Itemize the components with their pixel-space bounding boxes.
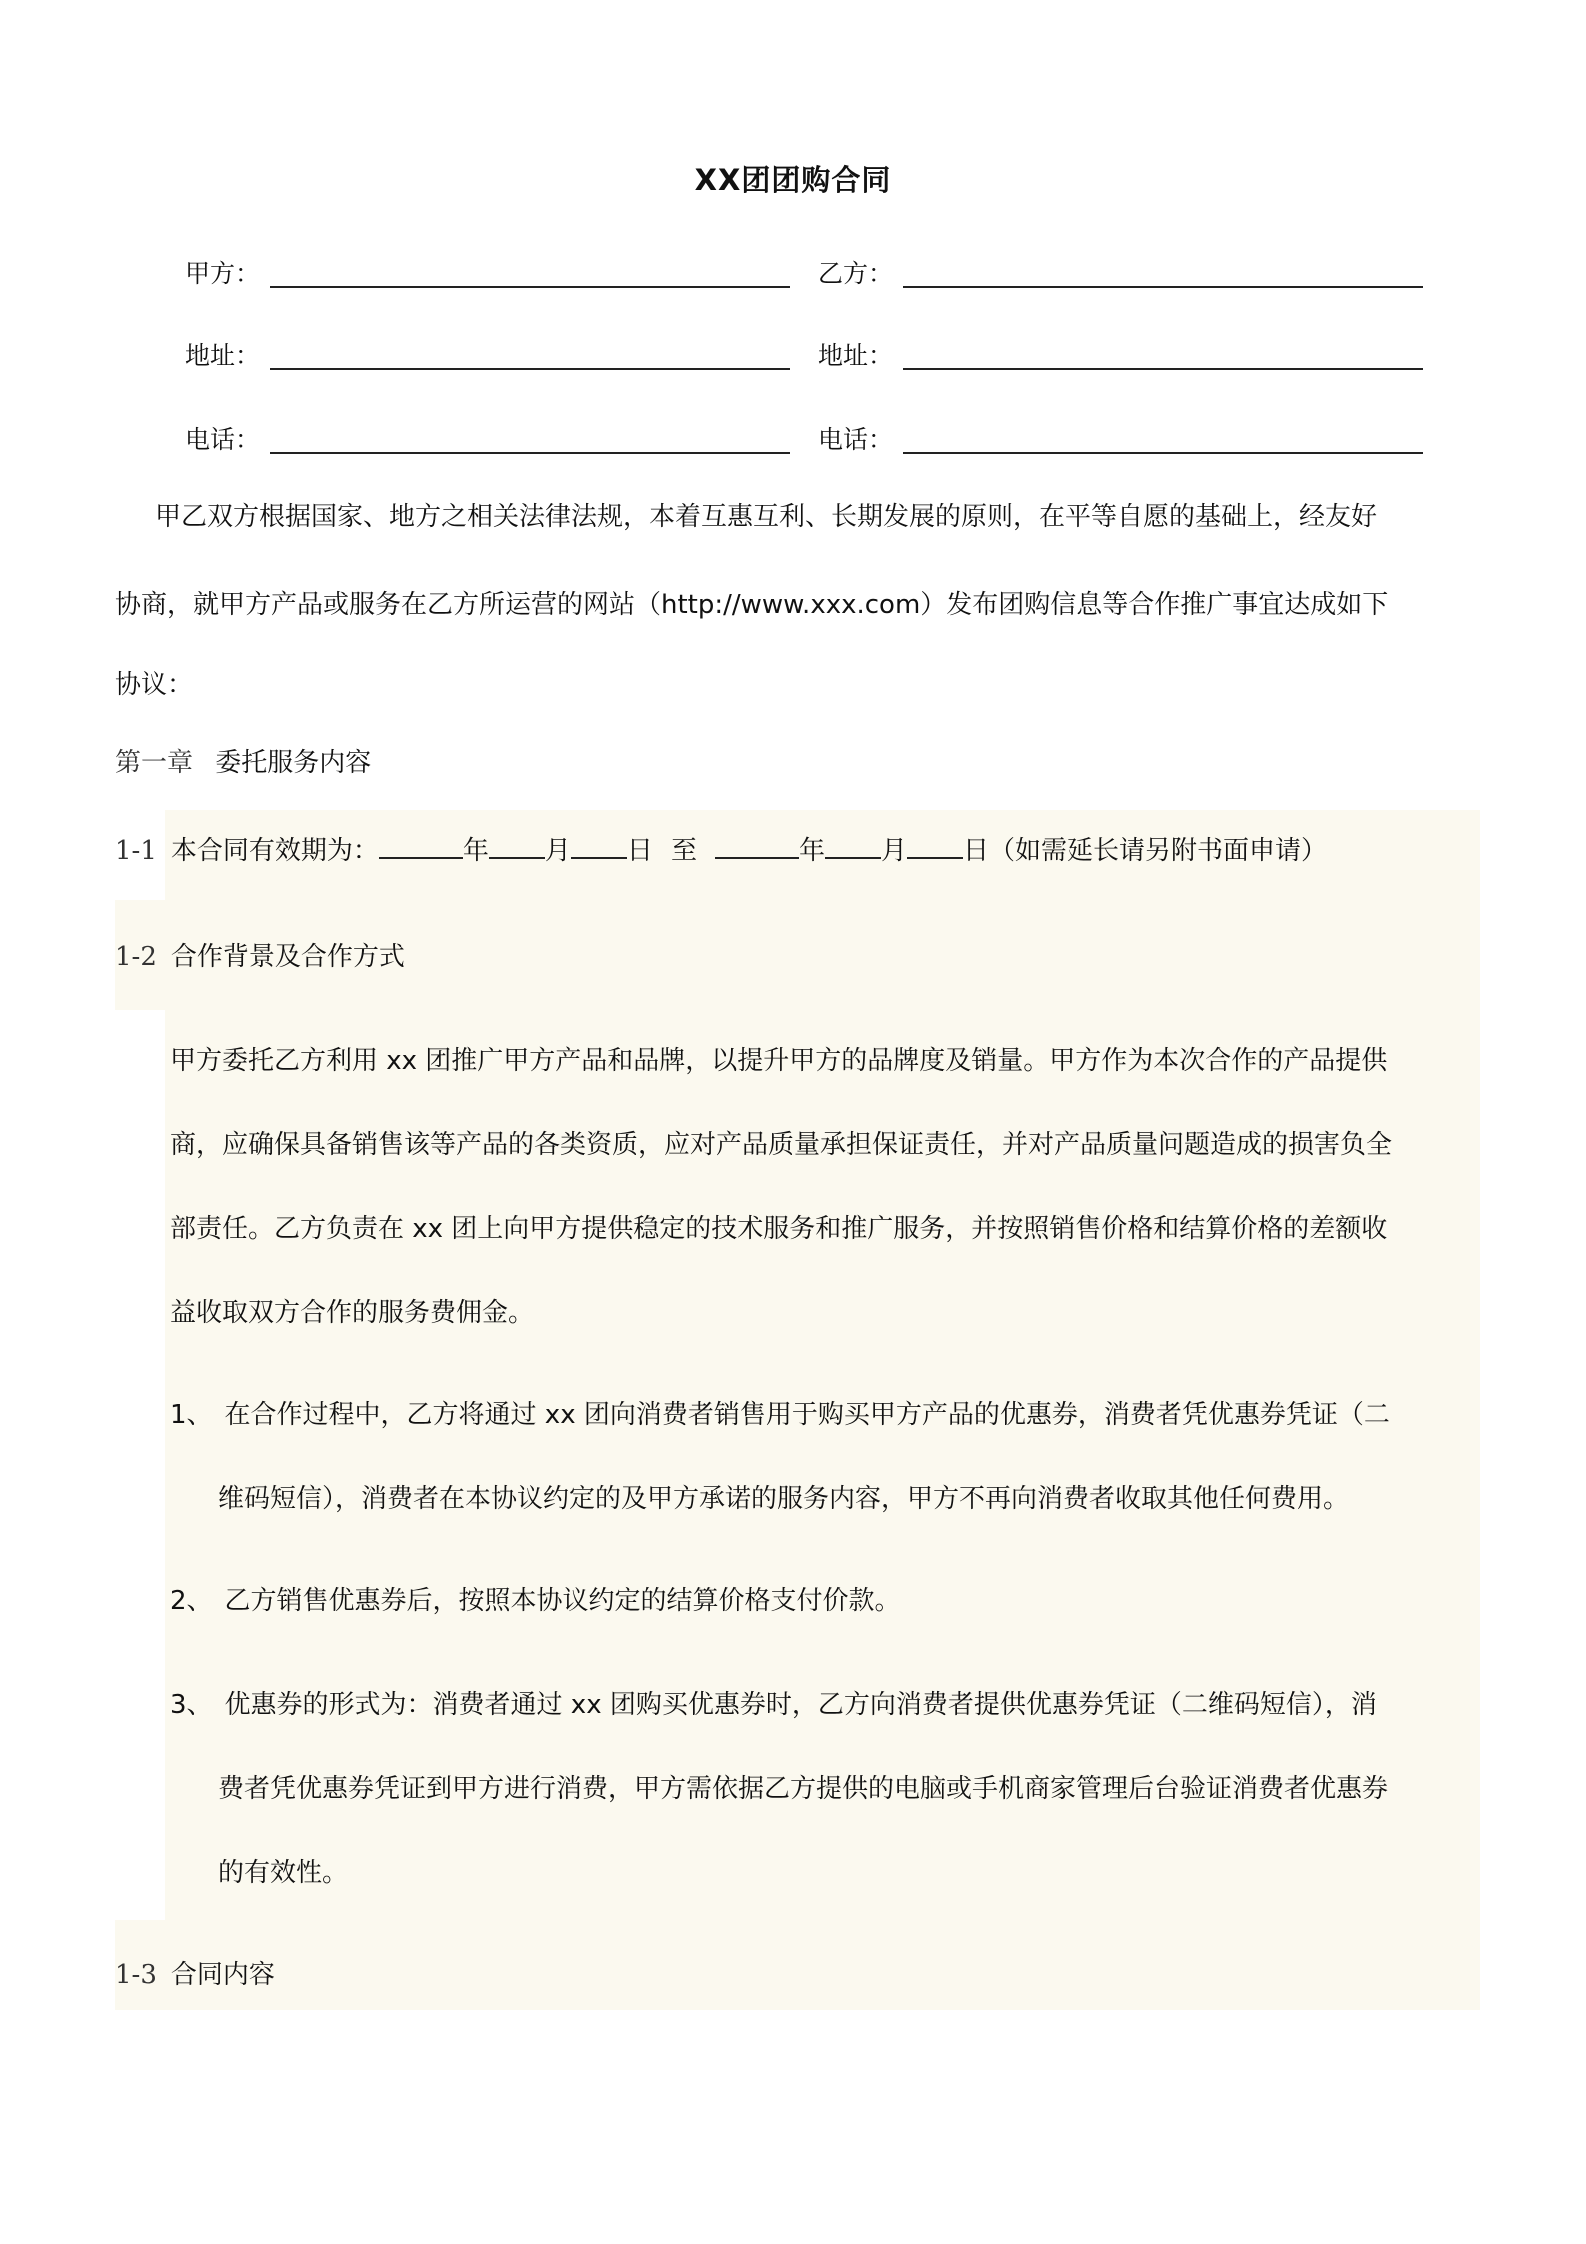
party-b-name-field[interactable] [903, 286, 1423, 288]
party-b-phone-label: 电话： [818, 425, 894, 454]
section-1-3-title: 合同内容 [170, 1960, 275, 1990]
list-item-1-number: 1、 [170, 1400, 213, 1430]
list-item-3-line-2: 费者凭优惠券凭证到甲方进行消费，甲方需依据乙方提供的电脑或手机商家管理后台验证消费者优惠券 [218, 1774, 1389, 1804]
chapter-1-heading [115, 742, 371, 779]
party-a-name-field[interactable] [270, 286, 790, 288]
start-year-field[interactable] [379, 831, 463, 859]
section-1-2-heading [115, 936, 405, 973]
list-item-2-line-1: 乙方销售优惠券后，按照本协议约定的结算价格支付价款。 [224, 1586, 901, 1616]
party-b-label: 乙方： [818, 259, 894, 288]
section-1-2-p3: 部责任。乙方负责在 xx 团上向甲方提供稳定的技术服务和推广服务，并按照销售价格和结算价格的差额收 [170, 1214, 1388, 1244]
section-1-1-label: 本合同有效期为： [170, 836, 379, 866]
list-item-2-number: 2、 [170, 1586, 213, 1616]
list-item-1-line-2: 维码短信），消费者在本协议约定的及甲方承诺的服务内容，甲方不再向消费者收取其他任何费用。 [218, 1484, 1350, 1514]
section-1-3-heading [115, 1954, 275, 1991]
party-b-address-field[interactable] [903, 368, 1423, 370]
list-item-3-number: 3、 [170, 1690, 213, 1720]
end-year-field[interactable] [715, 831, 799, 859]
party-row-name [0, 246, 1586, 296]
intro-line-3: 协议： [115, 670, 194, 700]
party-b-address-label: 地址： [818, 341, 894, 370]
start-month-unit: 月 [544, 836, 571, 866]
section-1-1 [115, 830, 1327, 867]
party-a-label: 甲方： [185, 259, 261, 288]
start-day-unit: 日 [626, 836, 653, 866]
list-item-2 [170, 1580, 901, 1617]
party-a-phone-field[interactable] [270, 452, 790, 454]
party-row-phone [0, 412, 1586, 462]
party-a-phone-label: 电话： [185, 425, 261, 454]
chapter-1-number: 第一章 [115, 748, 194, 778]
list-item-1-line-1: 在合作过程中，乙方将通过 xx 团向消费者销售用于购买甲方产品的优惠券，消费者凭优惠券凭证（二 [224, 1400, 1390, 1430]
section-1-2-p2: 商，应确保具备销售该等产品的各类资质，应对产品质量承担保证责任，并对产品质量问题造成的损害负全 [170, 1130, 1393, 1160]
section-1-2-p1: 甲方委托乙方利用 xx 团推广甲方产品和品牌，以提升甲方的品牌度及销量。甲方作为本次合作的产品提供 [170, 1046, 1388, 1076]
document-title: XX团团购合同 [694, 163, 892, 197]
end-month-field[interactable] [825, 831, 881, 859]
list-item-3 [170, 1684, 1377, 1721]
section-1-3-number: 1-3 [115, 1960, 157, 1990]
intro-line-1: 甲乙双方根据国家、地方之相关法律法规，本着互惠互利、长期发展的原则，在平等自愿的基础上，经友好 [155, 502, 1378, 532]
end-day-unit: 日 [962, 836, 989, 866]
start-year-unit: 年 [462, 836, 489, 866]
list-item-1 [170, 1394, 1390, 1431]
start-month-field[interactable] [489, 831, 545, 859]
chapter-1-title: 委托服务内容 [215, 748, 372, 778]
intro-line-2: 协商，就甲方产品或服务在乙方所运营的网站（http://www.xxx.com）发布团购信息等合作推广事宜达成如下 [115, 590, 1389, 620]
list-item-3-line-1: 优惠券的形式为：消费者通过 xx 团购买优惠券时，乙方向消费者提供优惠券凭证（二维码短信），消 [224, 1690, 1377, 1720]
to-text: 至 [670, 836, 697, 866]
party-b-phone-field[interactable] [903, 452, 1423, 454]
end-year-unit: 年 [798, 836, 825, 866]
party-a-address-label: 地址： [185, 341, 261, 370]
party-row-address [0, 328, 1586, 378]
start-day-field[interactable] [571, 831, 627, 859]
party-a-address-field[interactable] [270, 368, 790, 370]
section-1-2-number: 1-2 [115, 942, 157, 972]
section-1-1-number: 1-1 [115, 836, 157, 866]
end-month-unit: 月 [880, 836, 907, 866]
list-item-3-line-3: 的有效性。 [218, 1858, 349, 1888]
extension-note: （如需延长请另附书面申请） [989, 836, 1328, 866]
section-1-2-title: 合作背景及合作方式 [170, 942, 405, 972]
end-day-field[interactable] [907, 831, 963, 859]
section-1-2-p4: 益收取双方合作的服务费佣金。 [170, 1298, 535, 1328]
